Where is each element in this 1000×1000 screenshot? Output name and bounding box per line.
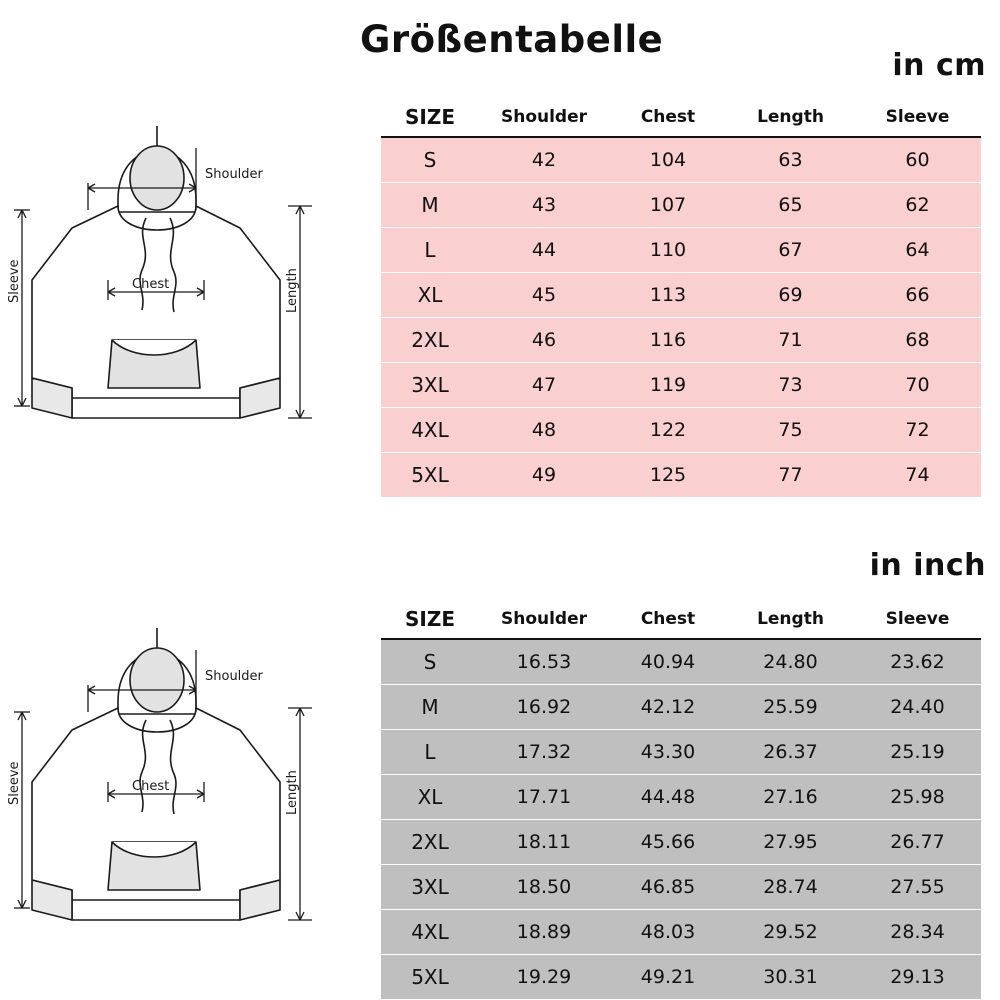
- cell-shoulder: 16.53: [479, 639, 609, 685]
- col-header-shoulder: Shoulder: [479, 600, 609, 639]
- cell-chest: 125: [609, 453, 727, 498]
- col-header-shoulder: Shoulder: [479, 98, 609, 137]
- table-row: [381, 273, 981, 318]
- cell-chest: 122: [609, 408, 727, 453]
- cell-size: 5XL: [381, 955, 479, 1000]
- cell-chest: 116: [609, 318, 727, 363]
- table-row: [381, 730, 981, 775]
- col-header-length: Length: [727, 600, 854, 639]
- table-row: [381, 775, 981, 820]
- cell-length: 77: [727, 453, 854, 498]
- table-row: [381, 408, 981, 453]
- cell-length: 75: [727, 408, 854, 453]
- cell-length: 71: [727, 318, 854, 363]
- table-row: [381, 685, 981, 730]
- table-row: [381, 453, 981, 498]
- cell-shoulder: 16.92: [479, 685, 609, 730]
- cell-size: 3XL: [381, 865, 479, 910]
- table-row: [381, 910, 981, 955]
- diagram-label-shoulder-cm: Shoulder: [205, 167, 263, 182]
- cell-size: XL: [381, 775, 479, 820]
- col-header-sleeve: Sleeve: [854, 600, 981, 639]
- size-table-inch-wrapper: [381, 600, 981, 999]
- cell-shoulder: 46: [479, 318, 609, 363]
- diagram-label-length-inch: Length: [285, 770, 300, 815]
- table-row: [381, 318, 981, 363]
- cell-size: 2XL: [381, 318, 479, 363]
- cell-chest: 104: [609, 137, 727, 183]
- cell-sleeve: 70: [854, 363, 981, 408]
- cell-sleeve: 27.55: [854, 865, 981, 910]
- cell-length: 63: [727, 137, 854, 183]
- cell-sleeve: 25.19: [854, 730, 981, 775]
- cell-size: L: [381, 730, 479, 775]
- cell-size: S: [381, 137, 479, 183]
- cell-chest: 48.03: [609, 910, 727, 955]
- diagram-label-sleeve-inch: Sleeve: [7, 761, 22, 805]
- table-row: [381, 228, 981, 273]
- cell-length: 65: [727, 183, 854, 228]
- diagram-label-shoulder-inch: Shoulder: [205, 669, 263, 684]
- cell-shoulder: 18.50: [479, 865, 609, 910]
- cell-shoulder: 18.89: [479, 910, 609, 955]
- cell-length: 27.95: [727, 820, 854, 865]
- diagram-label-chest-inch: Chest: [132, 779, 170, 794]
- cell-sleeve: 68: [854, 318, 981, 363]
- cell-sleeve: 74: [854, 453, 981, 498]
- table-header-row: [381, 600, 981, 639]
- cell-size: XL: [381, 273, 479, 318]
- cell-chest: 110: [609, 228, 727, 273]
- cell-shoulder: 44: [479, 228, 609, 273]
- cell-shoulder: 18.11: [479, 820, 609, 865]
- unit-label-cm: in cm: [892, 48, 986, 83]
- cell-sleeve: 24.40: [854, 685, 981, 730]
- table-row: [381, 137, 981, 183]
- cell-chest: 45.66: [609, 820, 727, 865]
- cell-sleeve: 26.77: [854, 820, 981, 865]
- cell-sleeve: 23.62: [854, 639, 981, 685]
- table-row: [381, 865, 981, 910]
- cell-sleeve: 25.98: [854, 775, 981, 820]
- cell-length: 30.31: [727, 955, 854, 1000]
- diagram-label-chest-cm: Chest: [132, 277, 170, 292]
- cell-size: 5XL: [381, 453, 479, 498]
- col-header-chest: Chest: [609, 98, 727, 137]
- cell-size: 4XL: [381, 910, 479, 955]
- cell-sleeve: 64: [854, 228, 981, 273]
- cell-sleeve: 60: [854, 137, 981, 183]
- col-header-length: Length: [727, 98, 854, 137]
- unit-label-inch: in inch: [869, 548, 986, 583]
- size-table-inch: [381, 600, 981, 999]
- cell-chest: 49.21: [609, 955, 727, 1000]
- cell-chest: 42.12: [609, 685, 727, 730]
- cell-size: S: [381, 639, 479, 685]
- col-header-chest: Chest: [609, 600, 727, 639]
- cell-chest: 43.30: [609, 730, 727, 775]
- cell-sleeve: 29.13: [854, 955, 981, 1000]
- cell-chest: 119: [609, 363, 727, 408]
- cell-sleeve: 66: [854, 273, 981, 318]
- cell-chest: 46.85: [609, 865, 727, 910]
- table-row: [381, 820, 981, 865]
- cell-shoulder: 17.32: [479, 730, 609, 775]
- hoodie-diagram-cm: [0, 88, 340, 488]
- cell-shoulder: 17.71: [479, 775, 609, 820]
- cell-shoulder: 43: [479, 183, 609, 228]
- cell-size: M: [381, 183, 479, 228]
- cell-length: 27.16: [727, 775, 854, 820]
- size-table-cm: [381, 98, 981, 497]
- cell-shoulder: 45: [479, 273, 609, 318]
- cell-sleeve: 72: [854, 408, 981, 453]
- cell-shoulder: 47: [479, 363, 609, 408]
- page-title: Größentabelle: [360, 18, 664, 61]
- cell-shoulder: 48: [479, 408, 609, 453]
- cell-length: 24.80: [727, 639, 854, 685]
- cell-length: 73: [727, 363, 854, 408]
- cell-shoulder: 49: [479, 453, 609, 498]
- cell-chest: 107: [609, 183, 727, 228]
- cell-sleeve: 28.34: [854, 910, 981, 955]
- cell-length: 29.52: [727, 910, 854, 955]
- table-row: [381, 183, 981, 228]
- cell-size: 2XL: [381, 820, 479, 865]
- table-row: [381, 363, 981, 408]
- col-header-sleeve: Sleeve: [854, 98, 981, 137]
- hoodie-diagram-inch: [0, 590, 340, 990]
- diagram-label-sleeve-cm: Sleeve: [7, 259, 22, 303]
- cell-length: 28.74: [727, 865, 854, 910]
- cell-chest: 40.94: [609, 639, 727, 685]
- cell-chest: 44.48: [609, 775, 727, 820]
- diagram-label-length-cm: Length: [285, 268, 300, 313]
- size-table-cm-wrapper: [381, 98, 981, 497]
- cell-length: 67: [727, 228, 854, 273]
- cell-chest: 113: [609, 273, 727, 318]
- cell-shoulder: 42: [479, 137, 609, 183]
- table-header-row: [381, 98, 981, 137]
- cell-sleeve: 62: [854, 183, 981, 228]
- cell-length: 25.59: [727, 685, 854, 730]
- cell-size: 4XL: [381, 408, 479, 453]
- cell-size: 3XL: [381, 363, 479, 408]
- table-row: [381, 639, 981, 685]
- cell-length: 69: [727, 273, 854, 318]
- cell-shoulder: 19.29: [479, 955, 609, 1000]
- cell-size: M: [381, 685, 479, 730]
- cell-size: L: [381, 228, 479, 273]
- col-header-size: SIZE: [381, 98, 479, 137]
- table-row: [381, 955, 981, 1000]
- col-header-size: SIZE: [381, 600, 479, 639]
- cell-length: 26.37: [727, 730, 854, 775]
